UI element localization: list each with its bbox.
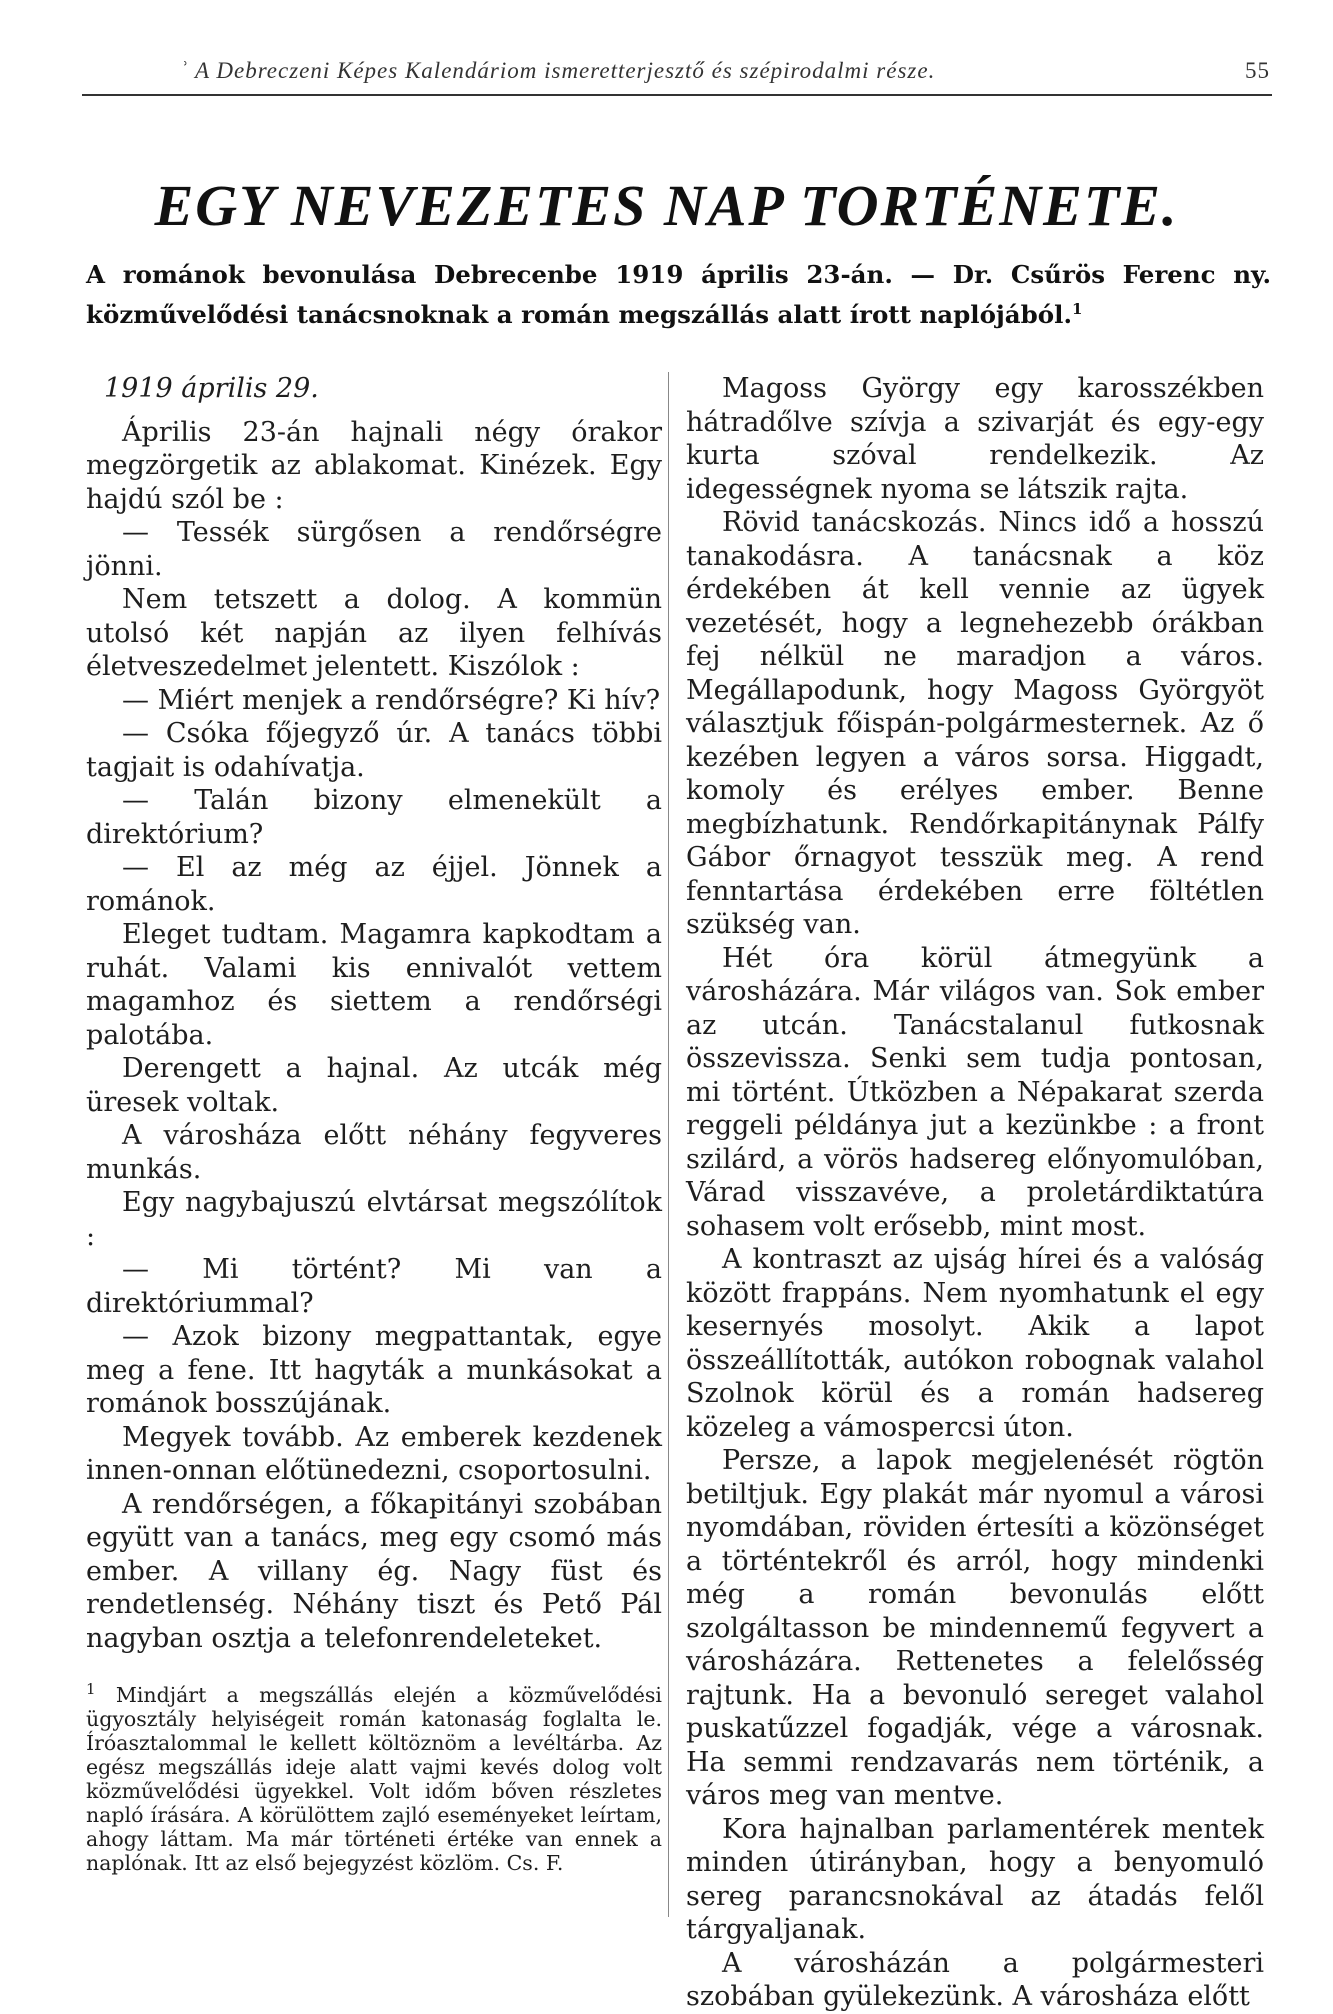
dateline: 1919 április 29. [104, 373, 319, 404]
paragraph: Megyek tovább. Az emberek kezdenek innen-onnan előtünedezni, csoportosulni. [86, 1421, 662, 1486]
paragraph: A rendőrségen, a főkapitányi szobában együtt van a tanács, meg egy csomó más ember. A villany ég. Nagy füst és rendetlenség. Néhány tiszt és Pető Pál nagyban osztja a telefonrendeleteket. [86, 1488, 662, 1654]
paragraph: Rövid tanácskozás. Nincs idő a hosszú tanakodásra. A tanácsnak a köz érdekében át kell vennie az ügyek vezetését, hogy a legnehezebb órákban fej nélkül ne maradjon a város. Megállapodunk, hogy Magoss Györgyöt választjuk főispán-polgármesternek. Az ő kezében legyen a város sorsa. Higgadt, komoly és erélyes ember. Benne megbízhatunk. Rendőrkapitánynak Pálfy Gábor őrnagyot tesszük meg. A rend fenntartása érdekében erre föltétlen szükség van. [686, 507, 1264, 940]
article-title: EGY NEVEZETES NAP TORTÉNETE. [154, 173, 1179, 238]
header-rule [82, 94, 1272, 96]
paragraph: Április 23-án hajnali négy órakor megzörgetik az ablakomat. Kinézek. Egy hajdú szól be : [86, 416, 662, 515]
paragraph: — Mi történt? Mi van a direktóriummal? [86, 1254, 662, 1319]
paragraph: Egy nagybajuszú elvtársat megszólítok : [86, 1187, 662, 1252]
article-subtitle [86, 258, 1271, 332]
footnote-text: Mindjárt a megszállás elején a közművelődési ügyosztály helyiségeit román katonaság foglalta le. Íróasztalommal le kellett költöznöm a levéltárba. Az egész megszállás ideje alatt vajmi kevés dolog volt közművelődési ügyekkel. Volt időm bőven részletes napló írására. A körülöttem zajló eseményeket leírtam, ahogy láttam. Ma már történeti értéke van ennek a naplónak. Itt az első bejegyzést közlöm. Cs. F. [86, 1682, 662, 1875]
running-title: ʾ A Debreczeni Képes Kalendáriom ismeretterjesztő és szépirodalmi része. [180, 58, 936, 83]
paragraph: Derengett a hajnal. Az utcák még üresek voltak. [86, 1053, 662, 1118]
paragraph: A városháza előtt néhány fegyveres munkás. [86, 1120, 662, 1185]
subtitle-text: A románok bevonulása Debrecenbe 1919 április 23-án. — Dr. Csűrös Ferenc ny. közművelődési tanácsnoknak a román megszállás alatt írott naplójából. [86, 260, 1271, 330]
column-divider [668, 372, 669, 1917]
paragraph: — Tessék sürgősen a rendőrségre jönni. [86, 517, 662, 582]
paragraph: Kora hajnalban parlamentérek mentek minden útirányban, hogy a benyomuló sereg parancsnokával az átadás felől tárgyaljanak. [686, 1813, 1264, 1945]
right-column [686, 372, 1264, 2014]
paragraph: Hét óra körül átmegyünk a városházára. Már világos van. Sok ember az utcán. Tanácstalanul futkosnak összevissza. Senki sem tudja pontosan, mi történt. Útközben a Népakarat szerda reggeli példánya jut a kezünkbe : a front szilárd, a vörös hadsereg előnyomulóban, Várad visszavéve, a proletárdiktatúra sohasem volt erősebb, mint most. [686, 942, 1264, 1242]
page-number: 55 [1245, 58, 1270, 83]
paragraph: — Csóka főjegyző úr. A tanács többi tagjait is odahívatja. [86, 718, 662, 783]
paragraph: A városházán a polgármesteri szobában gyülekezünk. A városháza előtt [686, 1947, 1264, 2012]
running-head [180, 58, 1270, 84]
paragraph: Persze, a lapok megjelenését rögtön betiltjuk. Egy plakát már nyomul a városi nyomdában, röviden értesíti a közönséget a történtekről és arról, hogy mindenki még a román bevonulás előtt szolgáltasson be mindennemű fegyvert a városházára. Rettenetes a felelősség rajtunk. Ha a bevonuló sereget valahol puskatűzzel fogadják, vége a városnak. Ha semmi rendzavarás nem történik, a város meg van mentve. [686, 1445, 1264, 1811]
footnote-mark: 1 [86, 1680, 96, 1698]
paragraph: Eleget tudtam. Magamra kapkodtam a ruhát. Valami kis ennivalót vettem magamhoz és siettem a rendőrségi palotába. [86, 919, 662, 1051]
subtitle-footnote-mark: 1 [1071, 300, 1083, 318]
paragraph: — Miért menjek a rendőrségre? Ki hív? [122, 684, 661, 716]
paragraph: — Talán bizony elmenekült a direktórium? [86, 785, 662, 850]
footnote [86, 1677, 662, 1875]
left-column [86, 372, 662, 1875]
paragraph: Magoss György egy karosszékben hátradőlve szívja a szivarját és egy-egy kurta szóval rendelkezik. Az idegességnek nyoma se látszik rajta. [686, 373, 1264, 505]
paragraph: — Azok bizony megpattantak, egye meg a fene. Itt hagyták a munkásokat a románok bosszújának. [86, 1321, 662, 1419]
paragraph: Nem tetszett a dolog. A kommün utolsó két napján az ilyen felhívás életveszedelmet jelentett. Kiszólok : [86, 584, 662, 682]
paragraph: A kontraszt az ujság hírei és a valóság között frappáns. Nem nyomhatunk el egy kesernyés mosolyt. Akik a lapot összeállították, autókon robognak valahol Szolnok körül és a román hadsereg közeleg a vámospercsi úton. [686, 1244, 1264, 1443]
paragraph: — El az még az éjjel. Jönnek a románok. [86, 852, 662, 917]
